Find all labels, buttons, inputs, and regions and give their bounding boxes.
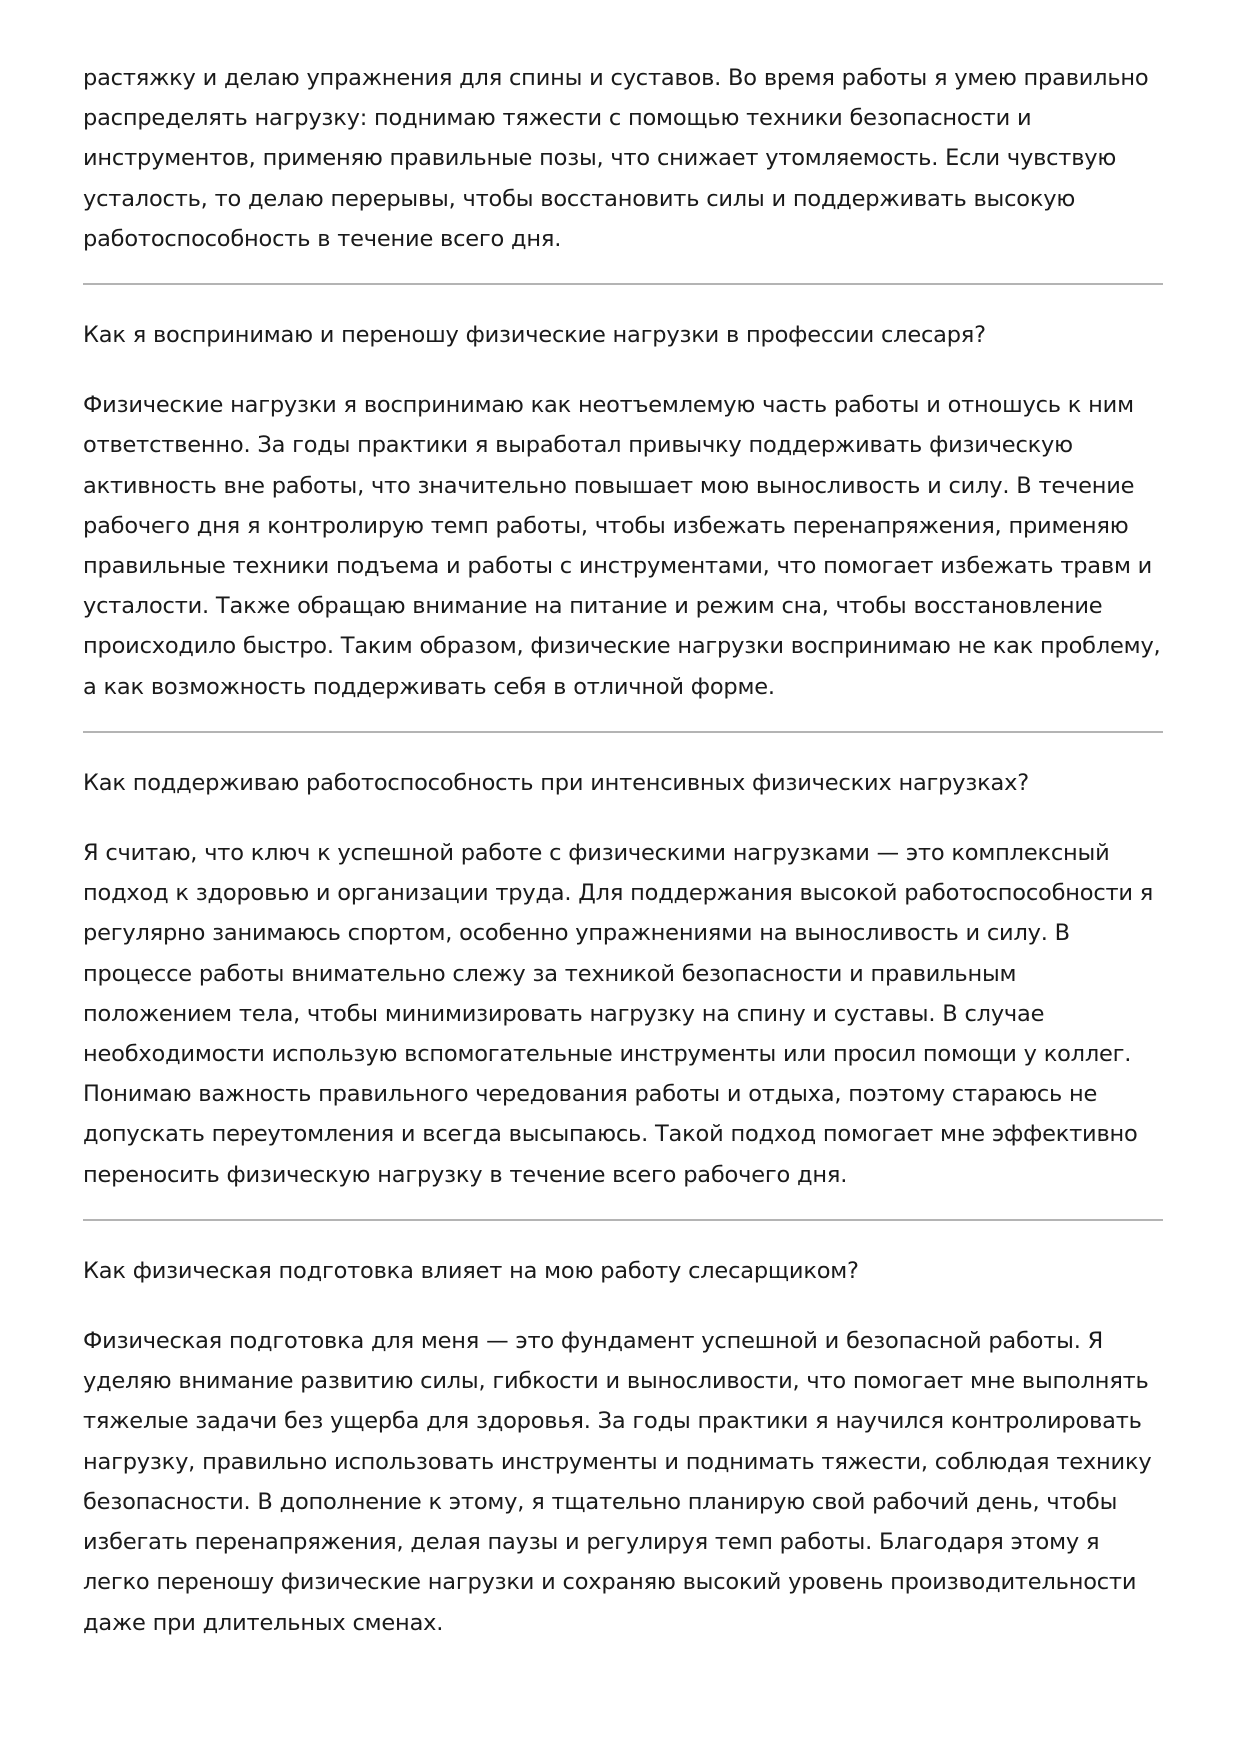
section-question: Как физическая подготовка влияет на мою работу слесарщиком? xyxy=(83,1257,859,1284)
section-divider xyxy=(83,1219,1163,1221)
section-divider xyxy=(83,731,1163,733)
section-question: Как поддерживаю работоспособность при интенсивных физических нагрузках? xyxy=(83,769,1029,796)
section-question: Как я воспринимаю и переношу физические нагрузки в профессии слесаря? xyxy=(83,322,986,349)
section-answer: Физические нагрузки я воспринимаю как неотъемлемую часть работы и отношусь к ним ответственно. За годы практики я выработал привычку поддерживать физическую активность вне работы, что значительно повышает мою выносливость и силу. В течение рабочего дня я контролирую темп работы, чтобы избежать перенапряжения, применяю правильные техники подъема и работы с инструментами, что помогает избежать травм и усталости. Также обращаю внимание на питание и режим сна, чтобы восстановление происходило быстро. Таким образом, физические нагрузки воспринимаю не как проблему, а как возможность поддерживать себя в отличной форме. xyxy=(83,392,1161,700)
section-answer: Я считаю, что ключ к успешной работе с физическими нагрузками — это комплексный подход к здоровью и организации труда. Для поддержания высокой работоспособности я регулярно занимаюсь спортом, особенно упражнениями на выносливость и силу. В процессе работы внимательно слежу за техникой безопасности и правильным положением тела, чтобы минимизировать нагрузку на спину и суставы. В случае необходимости использую вспомогательные инструменты или просил помощи у коллег. Понимаю важность правильного чередования работы и отдыха, поэтому стараюсь не допускать переутомления и всегда высыпаюсь. Такой подход помогает мне эффективно переносить физическую нагрузку в течение всего рабочего дня. xyxy=(83,840,1154,1188)
section-answer: Физическая подготовка для меня — это фундамент успешной и безопасной работы. Я уделяю внимание развитию силы, гибкости и выносливости, что помогает мне выполнять тяжелые задачи без ущерба для здоровья. За годы практики я научился контролировать нагрузку, правильно использовать инструменты и поднимать тяжести, соблюдая технику безопасности. В дополнение к этому, я тщательно планирую свой рабочий день, чтобы избегать перенапряжения, делая паузы и регулируя темп работы. Благодаря этому я легко переношу физические нагрузки и сохраняю высокий уровень производительности даже при длительных сменах. xyxy=(83,1328,1152,1636)
intro-paragraph: растяжку и делаю упражнения для спины и суставов. Во время работы я умею правильно распределять нагрузку: поднимаю тяжести с помощью техники безопасности и инструментов, применяю правильные позы, что снижает утомляемость. Если чувствую усталость, то делаю перерывы, чтобы восстановить силы и поддерживать высокую работоспособность в течение всего дня. xyxy=(83,65,1149,252)
section-divider xyxy=(83,283,1163,285)
document-page xyxy=(83,58,1163,1667)
